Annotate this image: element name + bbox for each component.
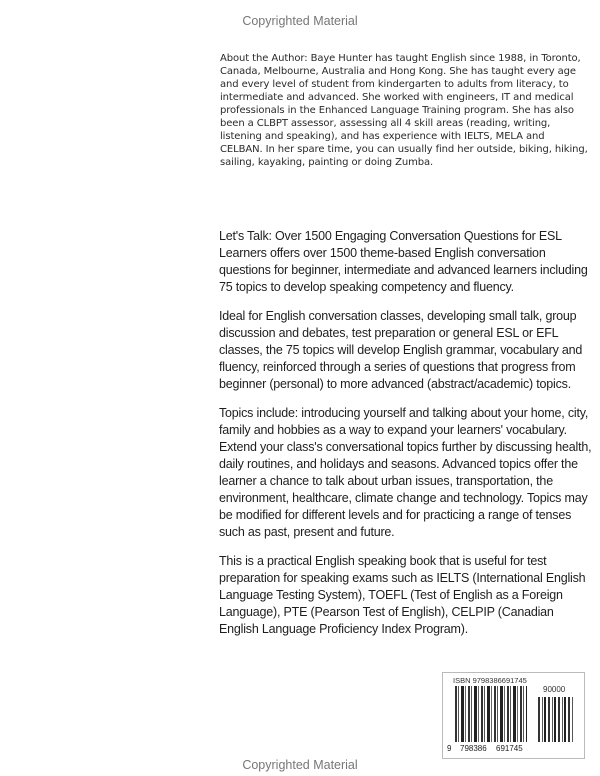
isbn-label: ISBN 9798386691745 <box>453 676 527 685</box>
description-paragraph: This is a practical English speaking book that is useful for test preparation for speaking exams such as IELTS (International English Language Testing System), TOEFL (Test of English as a Foreign Language), PTE (Pearson Test of English), CELPIP (Canadian English Language Proficiency Index Program). <box>219 554 586 636</box>
copyright-watermark-bottom: Copyrighted Material <box>242 758 358 772</box>
barcode-bars-main <box>455 686 527 742</box>
description-paragraph: Topics include: introducing yourself and talking about your home, city, family and hobbies as a way to expand your learners' vocabulary. Extend your class's conversational topics further by discussing health, daily routines, and holidays and seasons. Advanced topics offer the learner a chance to talk about urban issues, transportation, the environment, healthcare, climate change and technology. Topics may be modified for different levels and for practicing a range of tenses such as past, present and future. <box>219 406 592 539</box>
barcode-digits-group1: 798386 <box>460 744 487 753</box>
book-description <box>219 228 593 650</box>
price-addon-number: 90000 <box>543 685 566 694</box>
description-paragraph: Ideal for English conversation classes, developing small talk, group discussion and debates, test preparation or general ESL or EFL classes, the 75 topics will develop English grammar, vocabulary and fluency, reinforced through a series of questions that progress from beginner (personal) to more advanced (abstract/academic) topics. <box>219 309 583 391</box>
about-the-author: About the Author: Baye Hunter has taught English since 1988, in Toronto, Canada, Melbourne, Australia and Hong Kong. She has taught every age and every level of student from kindergarten to adults from literacy, to intermediate and advanced. She worked with engineers, IT and medical professionals in the Enhanced Language Training program. She has also been a CLBPT assessor, assessing all 4 skill areas (reading, writing, listening and speaking), and has experience with IELTS, MELA and CELBAN. In her spare time, you can usually find her outside, biking, hiking, sailing, kayaking, painting or doing Zumba. <box>220 53 588 168</box>
copyright-watermark-top: Copyrighted Material <box>242 14 358 28</box>
isbn-barcode <box>442 672 585 759</box>
barcode-bars-addon <box>538 697 574 742</box>
barcode-first-digit: 9 <box>447 744 452 753</box>
description-paragraph: Let's Talk: Over 1500 Engaging Conversation Questions for ESL Learners offers over 1500 theme-based English conversation questions for beginner, intermediate and advanced learners including 75 topics to develop speaking competency and fluency. <box>219 229 588 294</box>
barcode-digits-group2: 691745 <box>496 744 523 753</box>
